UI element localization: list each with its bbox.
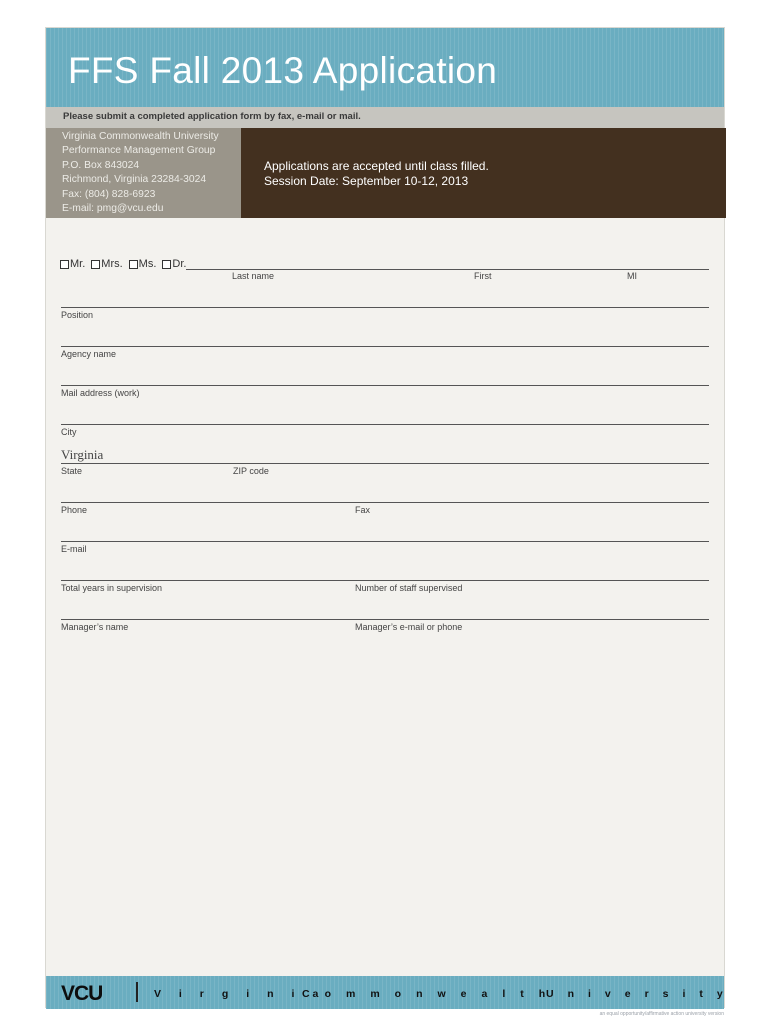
footer-word-university: University — [546, 988, 737, 1000]
staff-supervised-label: Number of staff supervised — [355, 583, 463, 593]
honorific-ms-label: Ms. — [138, 258, 157, 270]
application-form-sheet — [45, 27, 737, 1008]
acceptance-note: Applications are accepted until class filled. — [264, 159, 489, 173]
agency-field-line[interactable] — [61, 346, 709, 347]
phone-fax-field-line[interactable] — [61, 502, 709, 503]
state-value: Virginia — [61, 447, 104, 462]
first-name-label: First — [474, 271, 492, 281]
position-field-line[interactable] — [61, 307, 709, 308]
checkbox-mr[interactable] — [60, 260, 69, 269]
state-zip-field-line[interactable] — [61, 463, 709, 464]
city-label: City — [61, 427, 77, 437]
session-date: Session Date: September 10-12, 2013 — [264, 174, 469, 188]
checkbox-ms[interactable] — [129, 260, 138, 269]
address-line-pobox: P.O. Box 843024 — [62, 159, 140, 171]
honorific-options — [60, 258, 186, 270]
submit-instructions: Please submit a completed application form by fax, e-mail or mail. — [63, 111, 361, 122]
address-line-fax: Fax: (804) 828-6923 — [62, 188, 156, 200]
honorific-mrs[interactable] — [91, 258, 122, 270]
last-name-label: Last name — [232, 271, 275, 281]
logo-divider — [136, 982, 138, 1002]
submit-instructions-strip — [46, 107, 724, 128]
honorific-mrs-label: Mrs. — [101, 258, 123, 270]
footer-banner — [46, 976, 737, 1009]
city-field-line[interactable] — [61, 424, 709, 425]
contact-address-block — [46, 128, 241, 218]
footer-word-commonwealth: Commonwealth — [302, 988, 561, 1000]
middle-initial-label: MI — [627, 271, 637, 281]
honorific-mr[interactable] — [60, 258, 85, 270]
address-line-city: Richmond, Virginia 23284-3024 — [62, 174, 207, 186]
name-field-line[interactable] — [186, 269, 709, 270]
phone-label: Phone — [61, 505, 88, 515]
manager-name-label: Manager’s name — [61, 622, 129, 632]
honorific-mr-label: Mr. — [70, 258, 86, 270]
honorific-dr-label: Dr. — [172, 258, 187, 270]
manager-field-line[interactable] — [61, 619, 709, 620]
state-label: State — [61, 466, 83, 476]
honorific-ms[interactable] — [129, 258, 157, 270]
equal-opportunity-note: an equal opportunity/affirmative action university version — [599, 1011, 724, 1017]
supervision-field-line[interactable] — [61, 580, 709, 581]
position-label: Position — [61, 310, 94, 320]
zip-label: ZIP code — [233, 466, 269, 476]
address-line-group: Performance Management Group — [62, 145, 216, 157]
manager-contact-label: Manager’s e-mail or phone — [355, 622, 463, 632]
checkbox-dr[interactable] — [162, 260, 171, 269]
page-title: FFS Fall 2013 Application — [68, 50, 498, 91]
vcu-logo: VCU — [61, 982, 103, 1005]
address-line-university: Virginia Commonwealth University — [62, 131, 219, 142]
email-label: E-mail — [61, 544, 87, 554]
fax-label: Fax — [355, 505, 371, 515]
mail-address-field-line[interactable] — [61, 385, 709, 386]
address-line-email: E-mail: pmg@vcu.edu — [62, 203, 164, 215]
session-info-block — [241, 128, 726, 218]
footer-word-virginia: Virginia — [154, 988, 337, 1000]
agency-label: Agency name — [61, 349, 117, 359]
years-supervision-label: Total years in supervision — [61, 583, 163, 593]
email-field-line[interactable] — [61, 541, 709, 542]
honorific-dr[interactable] — [162, 258, 186, 270]
title-banner — [46, 28, 724, 107]
mail-address-label: Mail address (work) — [61, 388, 140, 398]
checkbox-mrs[interactable] — [91, 260, 100, 269]
